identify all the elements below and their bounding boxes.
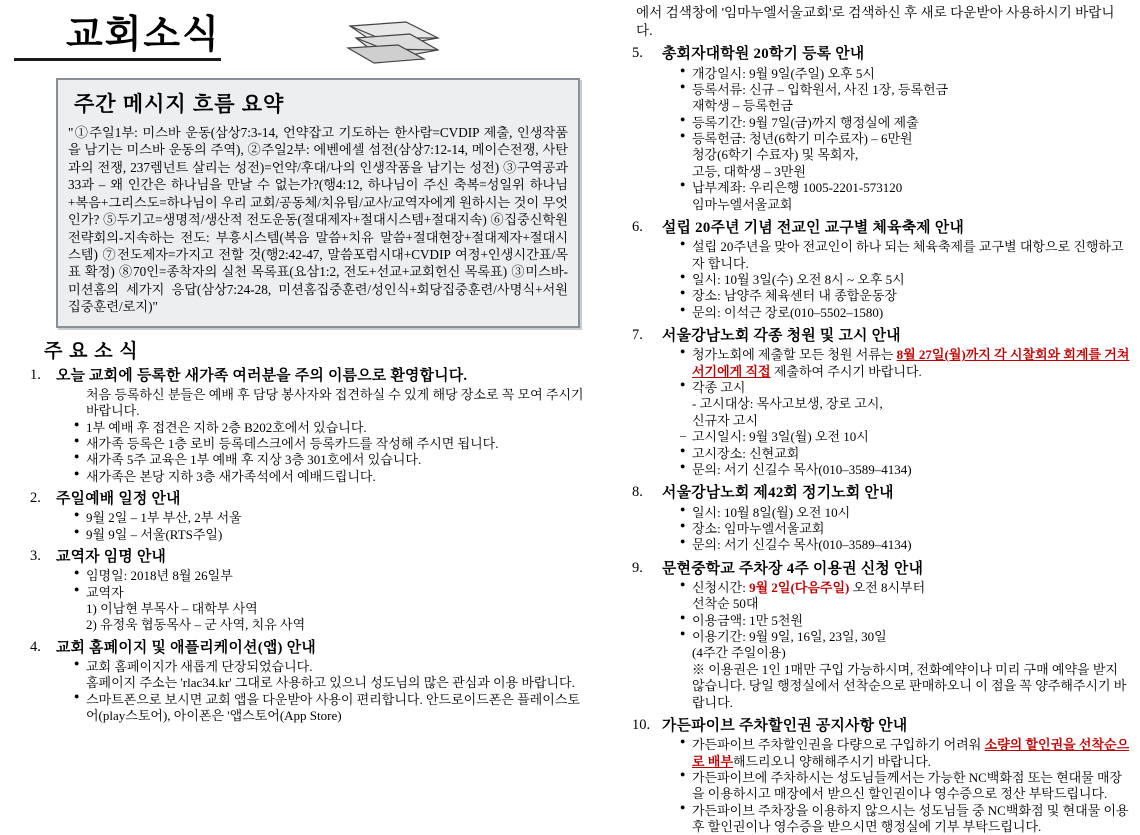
notice-item [30, 548, 592, 634]
notice-detail: ● 등록기간: 9월 7일(금)까지 행정실에 제출 [680, 115, 1130, 131]
notice-item [30, 490, 592, 543]
notice-detail: ● 납부계좌: 우리은행 1005-2201-573120 [680, 180, 1130, 196]
notice-detail-list [662, 239, 1130, 321]
notice-heading: 주일예배 일정 안내 [56, 491, 181, 508]
notice-detail: ● 1부 예배 후 접견은 지하 2층 B202호에서 있습니다. [74, 420, 592, 436]
notice-detail: 신규자 고시 [692, 412, 759, 428]
notice-detail: ● 등록서류: 신규 – 입학원서, 사진 1장, 등록헌금 [680, 82, 1130, 98]
right-notice-list [612, 45, 1130, 835]
notice-item [632, 717, 1130, 835]
notice-detail: 홈페이지 주소는 'rlac34.kr' 그대로 사용하고 있으니 성도님의 많은 관심과 이용 바랍니다. [86, 675, 575, 691]
notice-detail: ● 장소: 남양주 체육센터 내 종합운동장 [680, 288, 1130, 304]
notice-detail: ● 각종 고시 [680, 380, 1130, 396]
notice-detail: ● 문의: 서기 신길수 목사(010–3589–4134) [680, 462, 1130, 478]
notice-detail: ● 개강일시: 9월 9일(주일) 오후 5시 [680, 66, 1130, 82]
notice-item [632, 484, 1130, 553]
notice-detail: ● 교역자 [74, 585, 592, 601]
notice-heading: 교역자 임명 안내 [56, 549, 167, 566]
notice-number: 3. [30, 548, 41, 565]
notice-detail: ● 설립 20주년을 맞아 전교인이 하나 되는 체육축제를 교구별 대항으로 진행하고자 합니다. [680, 239, 1130, 272]
notice-detail-list [56, 510, 592, 543]
notice-item [632, 327, 1130, 478]
notice-detail: 2) 유정욱 협동목사 – 군 사역, 치유 사역 [86, 617, 306, 633]
notice-detail: ● 교회 홈페이지가 새롭게 단장되었습니다. [74, 659, 592, 675]
notice-detail: 재학생 – 등록헌금 [692, 98, 793, 114]
notice-detail-list [56, 387, 592, 485]
notice-detail: - 고시대상: 목사고보생, 장로 고시, [692, 396, 883, 412]
notice-number: 2. [30, 490, 41, 507]
left-notice-list [14, 367, 592, 725]
notice-detail: ● 임명일: 2018년 8월 26일부 [74, 568, 592, 584]
notice-detail-list [56, 659, 592, 725]
notice-item [632, 45, 1130, 213]
summary-title: 주간 메시지 흐름 요약 [74, 92, 285, 116]
notice-number: 5. [632, 45, 643, 62]
notice-detail: 임마누엘서울교회 [692, 196, 793, 212]
page-title: 교회소식 [14, 6, 221, 61]
continued-text: 에서 검색창에 '임마누엘서울교회'로 검색하신 후 새로 다운받아 사용하시기 바랍니다. [636, 5, 1115, 38]
summary-body: "①주일1부: 미스바 운동(삼상7:3-14, 언약잡고 기도하는 한사람=CVDIP 제출, 인생작품을 남기는 미스바 운동의 주역), ②주일2부: 에벤에셀 섬전(삼상7:12-14, 메이슨전쟁, 사탄과의 전쟁, 237렘넌트 살리는 성전)=언약/후대/나의 인생작품을 남기는 성전) ③구역공과33과 – 왜 인간은 하나님을 만날 수 없는가?(행4:12, 하나님이 주신 축복=성일위 하나님+복음+그리스도=하나님이 우리 교회/공동체/치유팀/교사/교역자에게 원하시는 것이 무엇인가? ⑤두기고=생명적/생산적 전도운동(절대제자+절대시스템+절대지속) ⑥집중신학원전략회의-지속하는 전도: 부흥시스템(복음 말씀+치유 말씀+절대현장+절대제자+절대시스템) ⑦전도제자=가지고 전할 것(행2:42-47, 말씀포럼시대+CVDIP 여정+인생시간표/목표 확정) ⑧70인=종착자의 실천 목록표(요삼1:2, 전도+선교+교회헌신 목록표) ③미스바-미션홈의 세가지 응답(삼상7:24-28, 미션홈집중훈련/성인식+회당집중훈련/사명식+서원집중훈련/로지)" [68, 125, 568, 315]
notice-detail: 처음 등록하신 분들은 예배 후 담당 봉사자와 접견하실 수 있게 해당 장소로 꼭 모여 주시기 바랍니다. [86, 386, 584, 419]
notice-detail: ● 가든파이브 주차할인권을 다량으로 구입하기 어려워 소량의 할인권을 선착순으로 배부해드리오니 양해해주시기 바랍니다. [680, 737, 1130, 770]
notice-detail: 선착순 50대 [692, 596, 759, 612]
notice-detail: ● 새가족은 본당 지하 3층 새가족석에서 예배드립니다. [74, 469, 592, 485]
notice-detail: ● 일시: 10월 3일(수) 오전 8시 ~ 오후 5시 [680, 272, 1130, 288]
notice-detail: ● 이용기간: 9월 9일, 16일, 23일, 30일 [680, 629, 1130, 645]
left-column [0, 0, 600, 724]
notice-detail: ● 문의: 서기 신길수 목사(010–3589–4134) [680, 537, 1130, 553]
notice-detail-list [662, 580, 1130, 711]
main-news-title: 주 요 소 식 [44, 340, 139, 362]
notice-heading: 총회자대학원 20학기 등록 안내 [662, 46, 865, 63]
weekly-message-summary-box [56, 78, 580, 328]
notice-number: 10. [632, 716, 651, 733]
notice-detail: ● 신청시간: 9월 2일(다음주일) 오전 8시부터 [680, 580, 1130, 596]
notice-detail: 1) 이남현 부목사 – 대학부 사역 [86, 601, 258, 617]
notice-detail: ● 고시장소: 신현교회 [680, 446, 1130, 462]
notice-detail: ※ 이용권은 1인 1매만 구입 가능하시며, 전화예약이나 미리 구매 예약을 받지 않습니다. 당일 행정실에서 선착순으로 판매하오니 이 점을 꼭 양주해주시기 바랍니다. [692, 661, 1127, 710]
notice-detail: 청강(6학기 수료자) 및 목회자, [692, 147, 859, 163]
notice-detail: ● 일시: 10월 8일(월) 오전 10시 [680, 505, 1130, 521]
notice-item [632, 219, 1130, 321]
notice-item [632, 560, 1130, 711]
notice-detail: ● 가든파이브 주차장을 이용하지 않으시는 성도님들 중 NC백화점 및 현대물 이용 후 할인권이나 영수증을 받으시면 행정실에 기부 부탁드립니다. [680, 803, 1130, 835]
notice-detail-list [662, 347, 1130, 478]
notice-heading: 서울강남노회 제42회 정기노회 안내 [662, 485, 894, 502]
notice-detail: ● 가든파이브에 주차하시는 성도님들께서는 가능한 NC백화점 또는 현대물 매장을 이용하시고 매장에서 받으신 할인권이나 영수증으로 정산 부탁드립니다. [680, 770, 1130, 803]
envelope-stack-icon [346, 18, 442, 64]
notice-detail: ● 이용금액: 1만 5천원 [680, 613, 1130, 629]
notice-detail: – 고시일시: 9월 3일(월) 오전 10시 [680, 429, 1130, 445]
notice-detail: ● 문의: 이석근 장로(010–5502–1580) [680, 305, 1130, 321]
notice-detail: ● 장소: 임마누엘서울교회 [680, 521, 1130, 537]
notice-heading: 문현중학교 주차장 4주 이용권 신청 안내 [662, 560, 924, 577]
notice-heading: 서울강남노회 각종 청원 및 고시 안내 [662, 328, 901, 345]
notice-heading: 설립 20주년 기념 전교인 교구별 체육축제 안내 [662, 219, 965, 236]
notice-detail: ● 등록헌금: 청년(6학기 미수료자) – 6만원 [680, 131, 1130, 147]
notice-detail-list [662, 737, 1130, 835]
notice-detail: ● 새가족 등록은 1층 로비 등록데스크에서 등록카드를 작성해 주시면 됩니다. [74, 436, 592, 452]
notice-detail: ● 스마트폰으로 보시면 교회 앱을 다운받아 사용이 편리합니다. 안드로이드폰은 플레이스토어(play스토어), 아이폰은 '앱스토어(App Store) [74, 692, 592, 725]
notice-detail: ● 새가족 5주 교육은 1부 예배 후 지상 3층 301호에서 있습니다. [74, 452, 592, 468]
notice-detail-list [662, 66, 1130, 213]
notice-heading: 오늘 교회에 등록한 새가족 여러분을 주의 이름으로 환영합니다. [56, 367, 468, 384]
notice-number: 6. [632, 218, 643, 235]
notice-detail: 고등, 대학생 – 3만원 [692, 163, 806, 179]
notice-number: 1. [30, 366, 41, 383]
notice-number: 9. [632, 559, 643, 576]
notice-heading: 교회 홈페이지 및 애플리케이션(앱) 안내 [56, 639, 316, 656]
notice-detail: ● 청가노회에 제출할 모든 청원 서류는 8월 27일(월)까지 각 시찰회와 회계를 거쳐 서기에게 직접 제출하여 주시기 바랍니다. [680, 347, 1130, 380]
notice-detail: (4주간 주일이용) [692, 645, 786, 661]
notice-heading: 가든파이브 주차할인권 공지사항 안내 [662, 717, 908, 734]
notice-item [30, 639, 592, 725]
notice-detail: ● 9월 2일 – 1부 부산, 2부 서울 [74, 510, 592, 526]
right-column [600, 0, 1140, 834]
notice-number: 4. [30, 638, 41, 655]
notice-number: 8. [632, 484, 643, 501]
masthead [14, 6, 592, 72]
notice-detail-list [662, 505, 1130, 554]
notice-detail-list [56, 568, 592, 634]
notice-detail: ● 9월 9일 – 서울(RTS주일) [74, 527, 592, 543]
notice-number: 7. [632, 327, 643, 344]
notice-item [30, 367, 592, 485]
